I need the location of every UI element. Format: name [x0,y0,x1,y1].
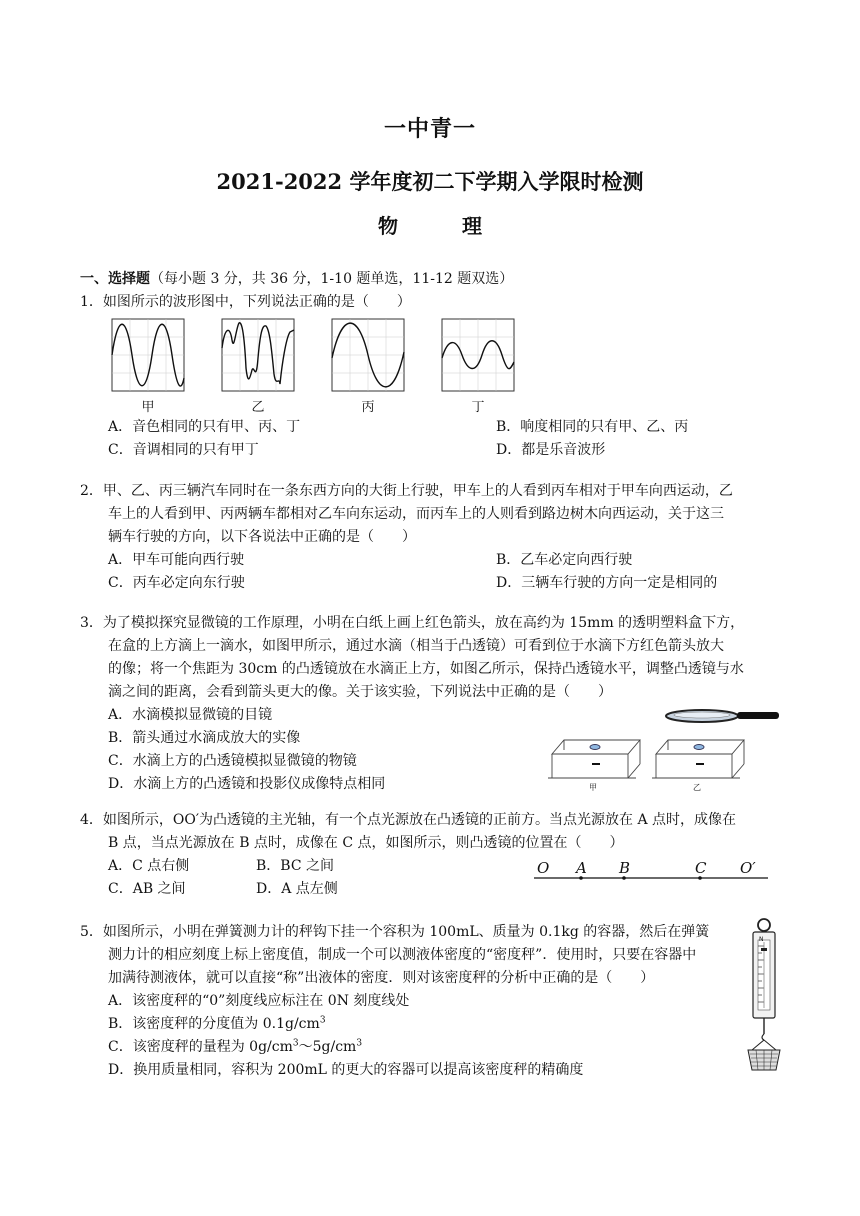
plastic-box-jia [548,740,640,778]
q2-option-d: D．三辆车行驶的方向一定是相同的 [496,575,718,591]
q4-option-b: B．BC 之间 [256,858,334,874]
q2-stem-line2: 车上的人看到甲、丙两辆车都相对乙车向东运动，而丙车上的人则看到路边树木向西运动，关于这三 [108,506,724,522]
section-title: 一、选择题 [80,271,150,287]
school-name: 一中青一 [383,116,476,142]
axis-label-o: O [537,859,550,877]
q5-stem-line3: 加满待测液体，就可以直接“称”出液体的密度．则对该密度秤的分析中正确的是（ ） [108,970,655,986]
scale-unit-label: N [759,936,764,943]
q3-stem-line4: 滴之间的距离，会看到箭头更大的像。关于该实验，下列说法中正确的是（ ） [108,684,612,700]
q4-stem-line1: 4．如图所示，OO′为凸透镜的主光轴，有一个点光源放在凸透镜的正前方。当点光源放在 A 点时，成像在 [80,812,737,828]
q1-stem: 1．如图所示的波形图中，下列说法正确的是（ ） [80,294,411,310]
q5-option-c: C．该密度秤的量程为 $0g/cm^3\sim 5g/cm^3$ [108,1038,363,1055]
q5-stem-line2: 测力计的相应刻度上标上密度值，制成一个可以测液体密度的“密度秤”．使用时，只要在容器中 [108,947,697,963]
wave-label-ding: 丁 [471,400,485,415]
wave-label-yi: 乙 [251,400,265,415]
q5-option-b: B．该密度秤的分度值为 $0.1g/cm^3$ [108,1015,326,1032]
q2-stem-line1: 2．甲、乙、丙三辆汽车同时在一条东西方向的大街上行驶，甲车上的人看到丙车相对于甲车向西运动，乙 [80,483,733,499]
q3-option-b: B．箭头通过水滴成放大的实像 [108,730,301,746]
spring-scale-icon [752,919,776,1050]
q2-stem-line3: 辆车行驶的方向，以下各说法中正确的是（ ） [108,529,416,545]
q3-fig-label-yi: 乙 [693,783,701,792]
exam-title: 2021-2022 学年度初二下学期入学限时检测 [216,169,644,194]
axis-label-a: A [576,859,587,877]
q4-option-a: A．C 点右侧 [108,858,190,874]
waveform-bing [332,319,404,391]
q1-option-d: D．都是乐音波形 [496,442,606,458]
section-heading [80,269,513,289]
q1-option-b: B．响度相同的只有甲、乙、丙 [496,419,689,435]
q4-option-d: D．A 点左侧 [256,881,338,897]
subject-title: 物 理 [378,214,504,238]
q2-option-a: A．甲车可能向西行驶 [108,552,245,568]
convex-lens-magnifier-icon [666,710,779,722]
q4-stem-line2: B 点，当点光源放在 B 点时，成像在 C 点，如图所示，则凸透镜的位置在（ ） [108,835,624,851]
q2-option-b: B．乙车必定向西行驶 [496,552,633,568]
q1-option-c: C．音调相同的只有甲丁 [108,442,259,458]
axis-label-c: C [695,859,707,877]
q2-option-c: C．丙车必定向东行驶 [108,575,245,591]
q5-option-a: A．该密度秤的“0”刻度线应标注在 0N 刻度线处 [108,993,410,1009]
section-note: （每小题 3 分，共 36 分，1-10 题单选，11-12 题双选） [150,271,514,287]
axis-label-b: B [619,859,631,877]
q3-option-d: D．水滴上方的凸透镜和投影仪成像特点相同 [108,776,386,792]
q5-stem-line1: 5．如图所示，小明在弹簧测力计的秤钩下挂一个容积为 100mL、质量为 0.1kg 的容器，然后在弹簧 [80,924,710,940]
waveform-jia [112,319,184,391]
wave-label-jia: 甲 [141,400,155,415]
q1-waveform-figure [108,318,518,398]
q3-stem-line3: 的像；将一个焦距为 30cm 的凸透镜放在水滴正上方，如图乙所示，保持凸透镜水平，调整凸透镜与水 [108,661,744,677]
waveform-yi [222,319,294,391]
q3-fig-label-jia: 甲 [589,783,597,792]
q3-option-a: A．水滴模拟显微镜的目镜 [108,707,273,723]
wave-label-bing: 丙 [361,400,375,415]
q5-option-d: D．换用质量相同，容积为 200mL 的更大的容器可以提高该密度秤的精确度 [108,1062,584,1078]
q3-option-c: C．水滴上方的凸透镜模拟显微镜的物镜 [108,753,357,769]
waveform-ding [442,319,514,391]
q4-optical-axis-figure [532,856,772,886]
plastic-box-yi [652,740,744,778]
axis-label-o-prime: O′ [740,859,756,877]
container-bucket-icon [748,1050,780,1070]
q5-spring-scale-figure [744,916,794,1076]
q4-option-c: C．AB 之间 [108,881,186,897]
q3-stem-line2: 在盒的上方滴上一滴水，如图甲所示，通过水滴（相当于凸透镜）可看到位于水滴下方红色箭头放大 [108,638,724,654]
q3-microscope-figure [540,700,785,796]
q1-option-a: A．音色相同的只有甲、丙、丁 [108,419,301,435]
q3-stem-line1: 3．为了模拟探究显微镜的工作原理，小明在白纸上画上红色箭头，放在高约为 15mm 的透明塑料盒下方， [80,615,745,631]
